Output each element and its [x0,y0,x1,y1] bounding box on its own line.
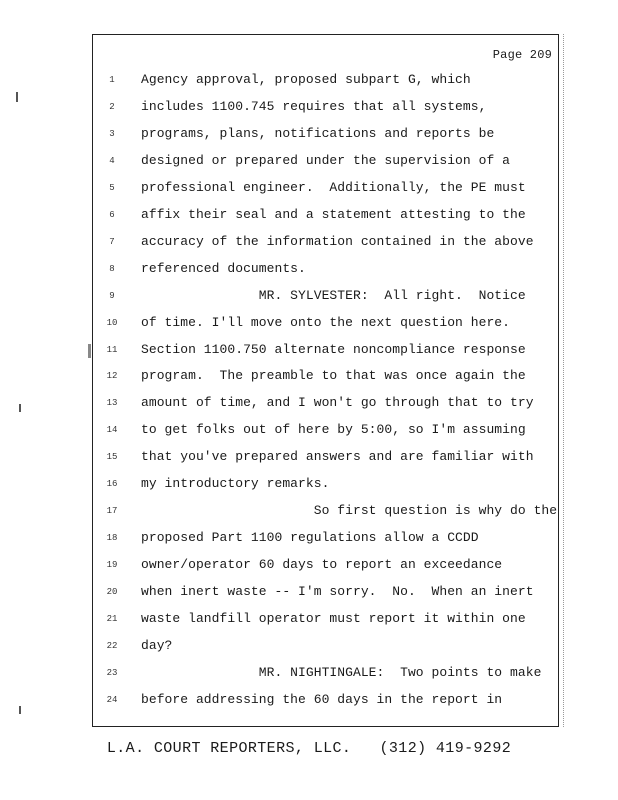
line-number: 10 [106,317,118,328]
transcript-line: when inert waste -- I'm sorry. No. When an inert [141,584,534,600]
line-number: 4 [109,155,115,166]
line-number: 17 [106,506,118,517]
line-number: 24 [106,694,118,705]
transcript-line: amount of time, and I won't go through that to try [141,395,534,411]
transcript-line: waste landfill operator must report it within one [141,611,526,626]
transcript-line: MR. SYLVESTER: All right. Notice [141,287,526,303]
line-number: 19 [106,560,118,571]
transcript-line: of time. I'll move onto the next question here. [141,314,511,330]
transcript-line: program. The preamble to that was once again the [141,368,526,384]
line-number: 6 [109,209,115,220]
line-number: 13 [106,398,118,409]
transcript-line: professional engineer. Additionally, the PE must [141,179,526,195]
line-number: 15 [106,452,118,463]
transcript-page [92,34,559,727]
footer-reporter-info: L.A. COURT REPORTERS, LLC. (312) 419-9292 [106,740,512,757]
line-number: 20 [106,587,118,598]
line-number: 22 [106,640,118,651]
margin-rule [563,34,565,727]
transcript-line: MR. NIGHTINGALE: Two points to make [141,664,542,680]
transcript-line: includes 1100.745 requires that all systems, [141,98,487,114]
line-number: 8 [109,263,115,274]
transcript-line: my introductory remarks. [141,476,330,492]
transcript-line: before addressing the 60 days in the report in [141,691,503,707]
transcript-line: owner/operator 60 days to report an exceedance [141,557,503,573]
line-number: 2 [109,101,115,112]
line-number: 23 [106,667,118,678]
transcript-line: accuracy of the information contained in the above [141,233,534,249]
transcript-line: that you've prepared answers and are familiar with [141,449,534,465]
scan-mark [19,706,21,714]
line-number: 14 [106,425,118,436]
transcript-line: designed or prepared under the supervision of a [141,152,511,168]
scan-mark [19,404,21,412]
line-number: 5 [109,182,115,193]
line-number: 21 [106,614,118,624]
scan-mark [16,92,18,102]
line-number: 3 [109,128,115,139]
line-number: 12 [106,371,118,382]
transcript-line: Section 1100.750 alternate noncompliance response [141,341,526,357]
line-number: 18 [106,533,118,544]
line-number: 9 [109,290,115,301]
line-number: 11 [106,344,118,355]
transcript-line: proposed Part 1100 regulations allow a CCDD [141,530,479,546]
transcript-line: Agency approval, proposed subpart G, which [141,72,471,87]
transcript-line: affix their seal and a statement attesting to the [141,206,526,222]
page-number: Page 209 [492,48,552,62]
scan-mark [88,344,91,358]
transcript-line: referenced documents. [141,260,306,276]
line-number: 16 [106,479,118,490]
line-number: 1 [109,75,115,85]
transcript-line: to get folks out of here by 5:00, so I'm assuming [141,422,526,438]
transcript-line: programs, plans, notifications and reports be [141,125,495,141]
transcript-line: So first question is why do the [141,503,558,519]
transcript-line: day? [141,637,173,653]
line-number: 7 [109,236,115,247]
